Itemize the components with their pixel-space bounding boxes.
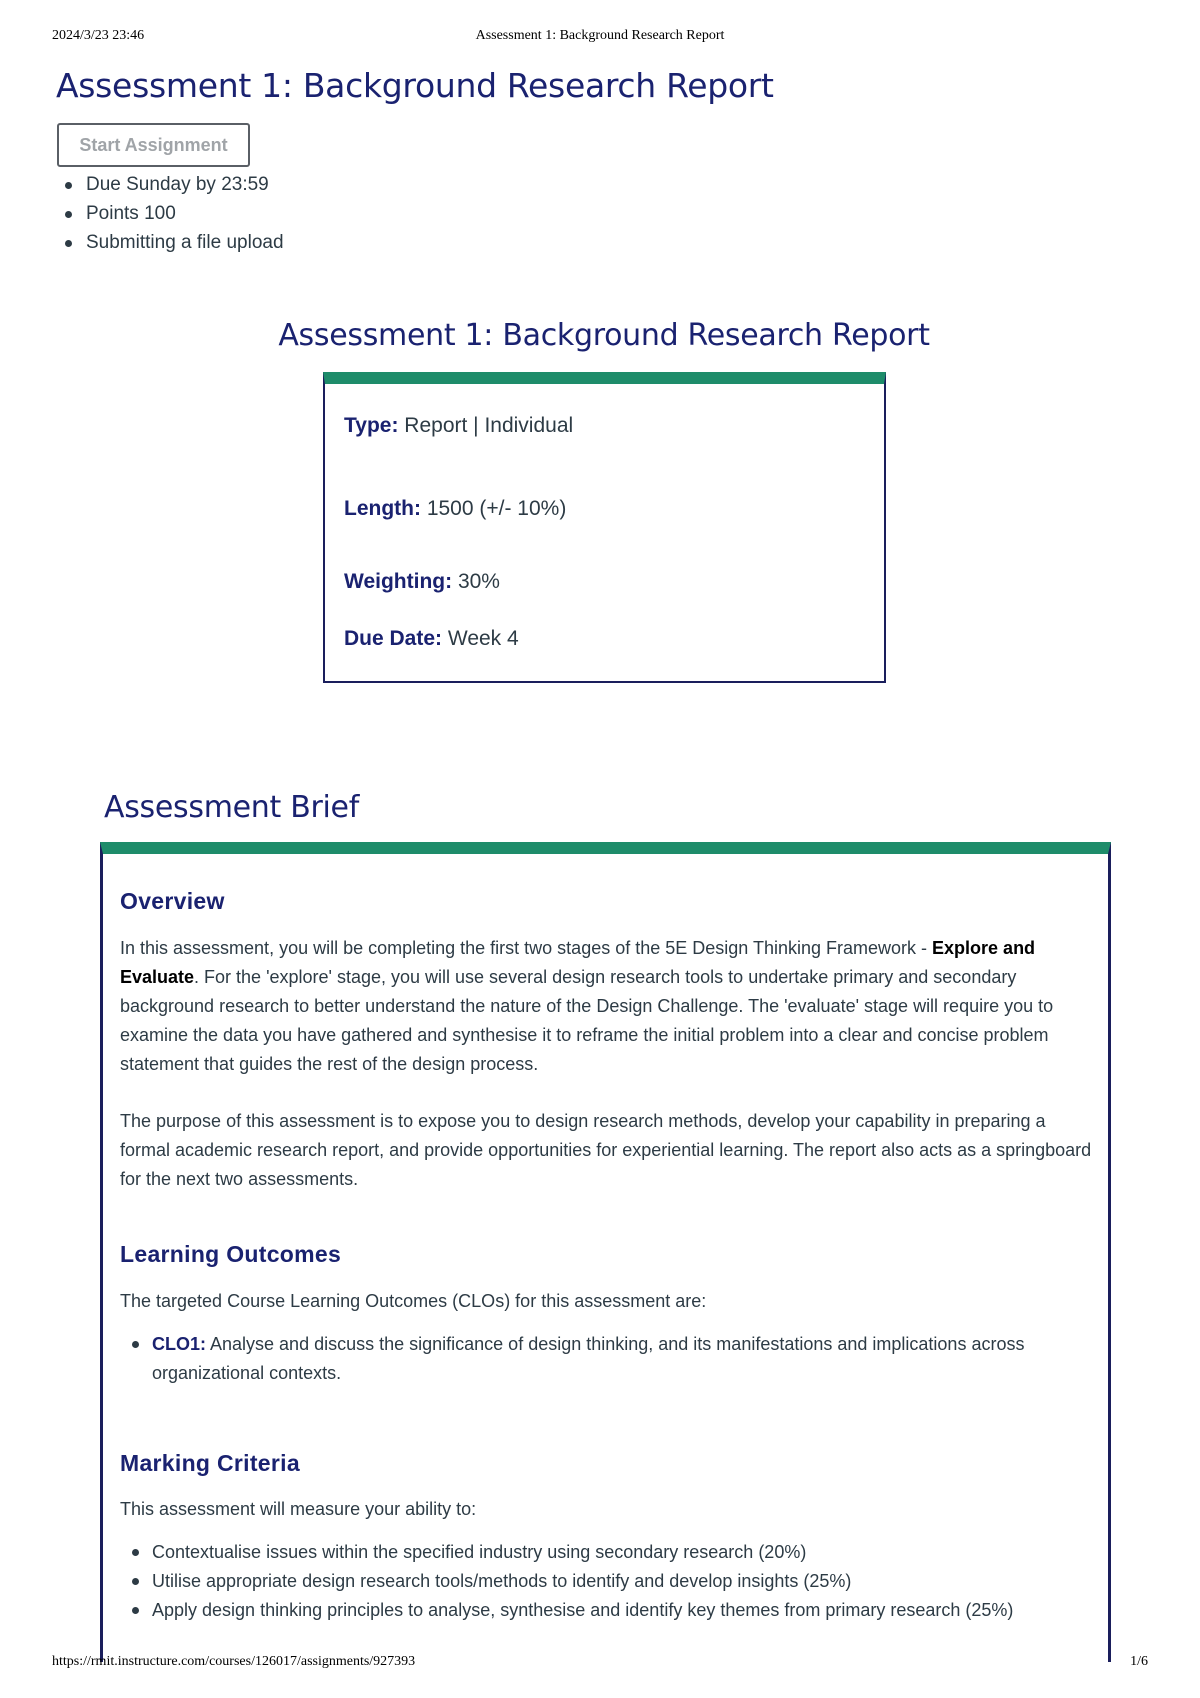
print-title: Assessment 1: Background Research Report (475, 28, 725, 43)
overview-p1-end: . For the 'explore' stage, you will use several design research tools to undertake primary and secondary background research to better understand the nature of the Design Challenge. The 'evaluate' stage will require you to examine the data you have gathered and synthesise it to reframe the initial problem into a clear and concise problem statement that guides the rest of the design process. (120, 967, 1054, 1074)
assessment-heading: Assessment 1: Background Research Report (278, 318, 930, 353)
length-label: Length: (344, 497, 421, 520)
bullet-icon (132, 1341, 139, 1348)
print-header (52, 28, 1148, 48)
list-item (120, 1538, 1090, 1567)
points-detail-text: Points 100 (86, 203, 176, 224)
clo-code: CLO1: (152, 1334, 206, 1354)
submission-detail (63, 228, 284, 257)
points-detail (63, 199, 284, 228)
marking-criteria-heading: Marking Criteria (120, 1450, 300, 1476)
criteria-text: Apply design thinking principles to analyse, synthesise and identify key themes from primary research (25%) (152, 1600, 1014, 1620)
type-label: Type: (344, 414, 399, 437)
criteria-text: Utilise appropriate design research tools/methods to identify and develop insights (25%) (152, 1571, 852, 1591)
overview-heading: Overview (120, 888, 225, 914)
page-number: 1/6 (1130, 1654, 1148, 1669)
overview-paragraph-2: The purpose of this assessment is to expose you to design research methods, develop your capability in preparing a formal academic research report, and provide opportunities for experiential learning. The report also acts as a springboard for the next two assessments. (120, 1111, 1092, 1189)
due-date-label: Due Date: (344, 627, 443, 650)
type-value: Report | Individual (404, 414, 574, 437)
weighting-value: 30% (457, 570, 500, 593)
bullet-icon (65, 182, 72, 189)
clo-text: Analyse and discuss the significance of design thinking, and its manifestations and implications across organizational contexts. (152, 1334, 1025, 1383)
brief-heading: Assessment Brief (104, 790, 359, 825)
learning-outcomes-heading: Learning Outcomes (120, 1241, 342, 1267)
due-date-row (344, 627, 519, 651)
length-row (344, 497, 566, 521)
due-detail (63, 170, 284, 199)
criteria-list (120, 1538, 1090, 1625)
type-row (344, 414, 573, 438)
clo-list (120, 1330, 1090, 1388)
length-value: 1500 (+/- 10%) (426, 497, 567, 520)
overview-p1-bold: Explore and Evaluate (120, 938, 1036, 987)
criteria-text: Contextualise issues within the specified industry using secondary research (20%) (152, 1542, 807, 1562)
overview-paragraph-1 (120, 934, 1100, 1079)
page-url: https://rmit.instructure.com/courses/126017/assignments/927393 (52, 1654, 416, 1669)
assessment-brief-box (100, 842, 1111, 1662)
marking-criteria-intro: This assessment will measure your ability to: (120, 1499, 477, 1519)
bullet-icon (132, 1549, 139, 1556)
learning-outcomes-intro: The targeted Course Learning Outcomes (CLOs) for this assessment are: (120, 1291, 707, 1311)
bullet-icon (65, 240, 72, 247)
start-assignment-button[interactable]: Start Assignment (57, 123, 250, 167)
bullet-icon (132, 1607, 139, 1614)
due-detail-text: Due Sunday by 23:59 (86, 174, 269, 195)
list-item (120, 1567, 1090, 1596)
list-item (120, 1596, 1090, 1625)
print-date: 2024/3/23 23:46 (52, 28, 145, 43)
assessment-info-box (323, 372, 886, 683)
list-item (120, 1330, 1090, 1388)
page-title: Assessment 1: Background Research Report (56, 66, 774, 105)
assignment-details (63, 170, 284, 257)
bullet-icon (65, 211, 72, 218)
weighting-label: Weighting: (344, 570, 453, 593)
overview-p1-start: In this assessment, you will be completing the first two stages of the 5E Design Thinking Framework - (120, 938, 933, 958)
due-date-value: Week 4 (447, 627, 519, 650)
print-footer (52, 1654, 1148, 1674)
bullet-icon (132, 1578, 139, 1585)
weighting-row (344, 570, 500, 594)
submission-detail-text: Submitting a file upload (86, 232, 284, 253)
